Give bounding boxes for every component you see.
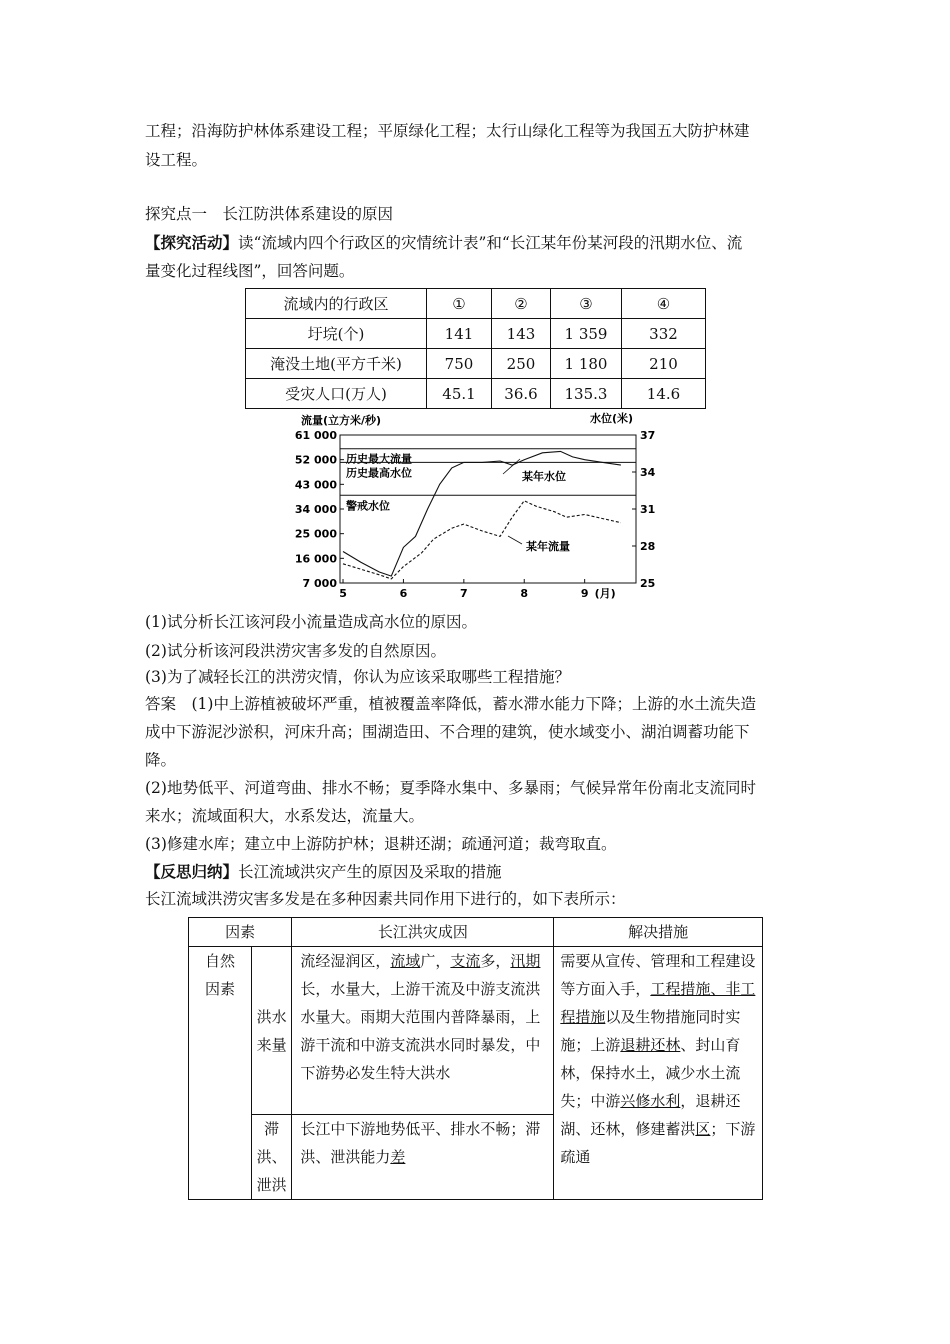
activity-text: 读“流域内四个行政区的灾情统计表”和“长江某年份某河段的汛期水位、流 xyxy=(238,234,743,252)
table-cell: 750 xyxy=(427,349,492,379)
table-row xyxy=(246,319,706,349)
table-cell: 332 xyxy=(622,319,706,349)
right-tick-label: 31 xyxy=(640,503,656,516)
subcategory-label: 洪水来量 xyxy=(256,1007,287,1054)
right-tick-label: 28 xyxy=(640,540,656,553)
water-level-pointer xyxy=(503,459,520,474)
flow-series-line xyxy=(343,501,621,579)
text-run: 、封山育林，保持水土，减少水土流失；中游 xyxy=(560,1036,741,1110)
table-cell: 1 359 xyxy=(551,319,622,349)
table-cell: 14.6 xyxy=(622,379,706,409)
table-cell: 141 xyxy=(427,319,492,349)
cause-text xyxy=(292,947,554,1115)
underlined-term: 流域 xyxy=(390,952,421,970)
question-2: (2)试分析该河段洪涝灾害多发的自然原因。 xyxy=(145,642,446,660)
table-row xyxy=(246,349,706,379)
table-row xyxy=(246,379,706,409)
underlined-term: 支流 xyxy=(450,952,481,970)
answer-line-2: 成中下游泥沙淤积，河床升高；围湖造田、不合理的建筑，使水域变小、湖泊调蓄功能下 xyxy=(145,723,750,741)
text-run: 以及生物措施同时实施；上游 xyxy=(560,1008,741,1054)
answer-line-5: 来水；流域面积大，水系发达，流量大。 xyxy=(145,807,425,825)
answer-line-3: 降。 xyxy=(145,751,177,769)
intro-line-1: 工程；沿海防护林体系建设工程；平原绿化工程；太行山绿化工程等为我国五大防护林建 xyxy=(145,122,750,140)
table-header-cell: ④ xyxy=(622,289,706,319)
reference-line-label: 警戒水位 xyxy=(346,499,390,513)
table-cell: 淹没土地(平方千米) xyxy=(246,349,427,379)
table-cell: 135.3 xyxy=(551,379,622,409)
table-row xyxy=(189,947,763,1115)
reference-line-label: 历史最大流量 xyxy=(346,452,412,466)
table-header-cell: ③ xyxy=(551,289,622,319)
cause-table xyxy=(188,917,763,1200)
table-header-cell: 长江洪灾成因 xyxy=(292,918,554,947)
underlined-term: 差 xyxy=(390,1148,406,1166)
reflection-tag: 【反思归纳】 xyxy=(145,862,239,881)
x-unit-label: (月) xyxy=(594,587,616,600)
right-axis-label: 水位(米) xyxy=(590,412,634,425)
table-cell: 143 xyxy=(492,319,551,349)
reflection-title: 长江流域洪灾产生的原因及采取的措施 xyxy=(238,863,502,881)
left-axis-label: 流量(立方米/秒) xyxy=(301,414,382,427)
text-run: 广， xyxy=(420,952,451,970)
category-cell xyxy=(189,947,252,1200)
left-tick-label: 61 000 xyxy=(294,429,337,442)
table-cell: 45.1 xyxy=(427,379,492,409)
question-1: (1)试分析长江该河段小流量造成高水位的原因。 xyxy=(145,613,477,631)
table-cell: 250 xyxy=(492,349,551,379)
subcategory-cell xyxy=(252,1115,292,1200)
underlined-term: 退耕还林 xyxy=(620,1036,681,1054)
table-cell: 1 180 xyxy=(551,349,622,379)
underlined-term: 兴修水利 xyxy=(620,1092,681,1110)
text-run: 长，水量大，上游干流及中游支流洪水量大。雨期大范围内普降暴雨，上游干流和中游支流洪水同时暴发，中下游势必发生特大洪水 xyxy=(300,980,541,1082)
table-cell: 36.6 xyxy=(492,379,551,409)
x-tick-label: 7 xyxy=(460,587,468,600)
activity-line-1 xyxy=(145,228,810,258)
answer-line-6: (3)修建水库；建立中上游防护林；退耕还湖；疏通河道；裁弯取直。 xyxy=(145,835,617,853)
left-tick-label: 16 000 xyxy=(294,552,337,566)
left-tick-label: 25 000 xyxy=(294,527,337,541)
hydrograph-chart xyxy=(290,408,660,604)
table-header-row xyxy=(246,289,706,319)
answer-line-1: 答案 (1)中上游植被破坏严重，植被覆盖率降低，蓄水滞水能力下降；上游的水土流失造 xyxy=(145,695,756,713)
x-tick-label: 8 xyxy=(520,587,529,600)
text-run: 流经湿润区， xyxy=(300,952,391,970)
left-tick-label: 43 000 xyxy=(294,478,337,492)
x-tick-label: 9 xyxy=(580,587,589,600)
x-tick-label: 6 xyxy=(399,587,408,600)
table-header-cell: ① xyxy=(427,289,492,319)
flow-pointer xyxy=(508,536,522,544)
annotation-flow: 某年流量 xyxy=(526,540,570,553)
text-run: 需要从宣传、管理和工程建设等方面入手， xyxy=(560,952,756,998)
question-3: (3)为了减轻长江的洪涝灾情，你认为应该采取哪些工程措施？ xyxy=(145,668,570,686)
right-tick-label: 37 xyxy=(640,429,656,442)
left-tick-label: 52 000 xyxy=(294,453,337,467)
table-header-cell: 流域内的行政区 xyxy=(246,289,427,319)
intro-line-2: 设工程。 xyxy=(145,151,208,169)
subcategory-label: 滞洪、泄洪 xyxy=(256,1120,287,1194)
measures-text xyxy=(554,947,763,1200)
reflection-intro: 长江流域洪涝灾害多发是在多种因素共同作用下进行的，如下表所示： xyxy=(145,890,626,908)
table-header-cell: 因素 xyxy=(189,918,292,947)
text-run: 长江中下游地势低平、排水不畅；滞洪、泄洪能力 xyxy=(300,1120,541,1166)
category-label: 自然因素 xyxy=(204,952,235,998)
activity-tag: 【探究活动】 xyxy=(145,233,239,252)
text-run: ，退耕还湖、还林，修建蓄洪 xyxy=(560,1092,741,1138)
text-run: 多， xyxy=(480,952,511,970)
underlined-term: 区 xyxy=(695,1120,711,1138)
activity-line-2: 量变化过程线图”，回答问题。 xyxy=(145,262,355,280)
table-cell: 210 xyxy=(622,349,706,379)
table-header-cell: ② xyxy=(492,289,551,319)
left-tick-label: 34 000 xyxy=(294,503,337,516)
reflection-heading xyxy=(145,857,810,887)
right-tick-label: 34 xyxy=(640,466,656,479)
right-tick-label: 25 xyxy=(640,577,656,590)
left-tick-label: 7 000 xyxy=(302,577,337,590)
text-run: ；下游疏通 xyxy=(560,1120,756,1166)
annotation-water-level: 某年水位 xyxy=(522,470,566,483)
reference-line-label: 历史最高水位 xyxy=(346,466,412,480)
disaster-table xyxy=(245,288,706,409)
table-header-cell: 解决措施 xyxy=(554,918,763,947)
section-title: 探究点一 长江防洪体系建设的原因 xyxy=(145,205,394,223)
table-cell: 受灾人口(万人) xyxy=(246,379,427,409)
underlined-term: 汛期 xyxy=(510,952,541,970)
table-cell: 圩垸(个) xyxy=(246,319,427,349)
answer-line-4: (2)地势低平、河道弯曲、排水不畅；夏季降水集中、多暴雨；气候异常年份南北支流同时 xyxy=(145,779,756,797)
underlined-term: 工程措施、非工程措施 xyxy=(560,980,756,1026)
x-tick-label: 5 xyxy=(339,587,347,600)
cause-text xyxy=(292,1115,554,1200)
subcategory-cell xyxy=(252,947,292,1115)
table-header-row xyxy=(189,918,763,947)
